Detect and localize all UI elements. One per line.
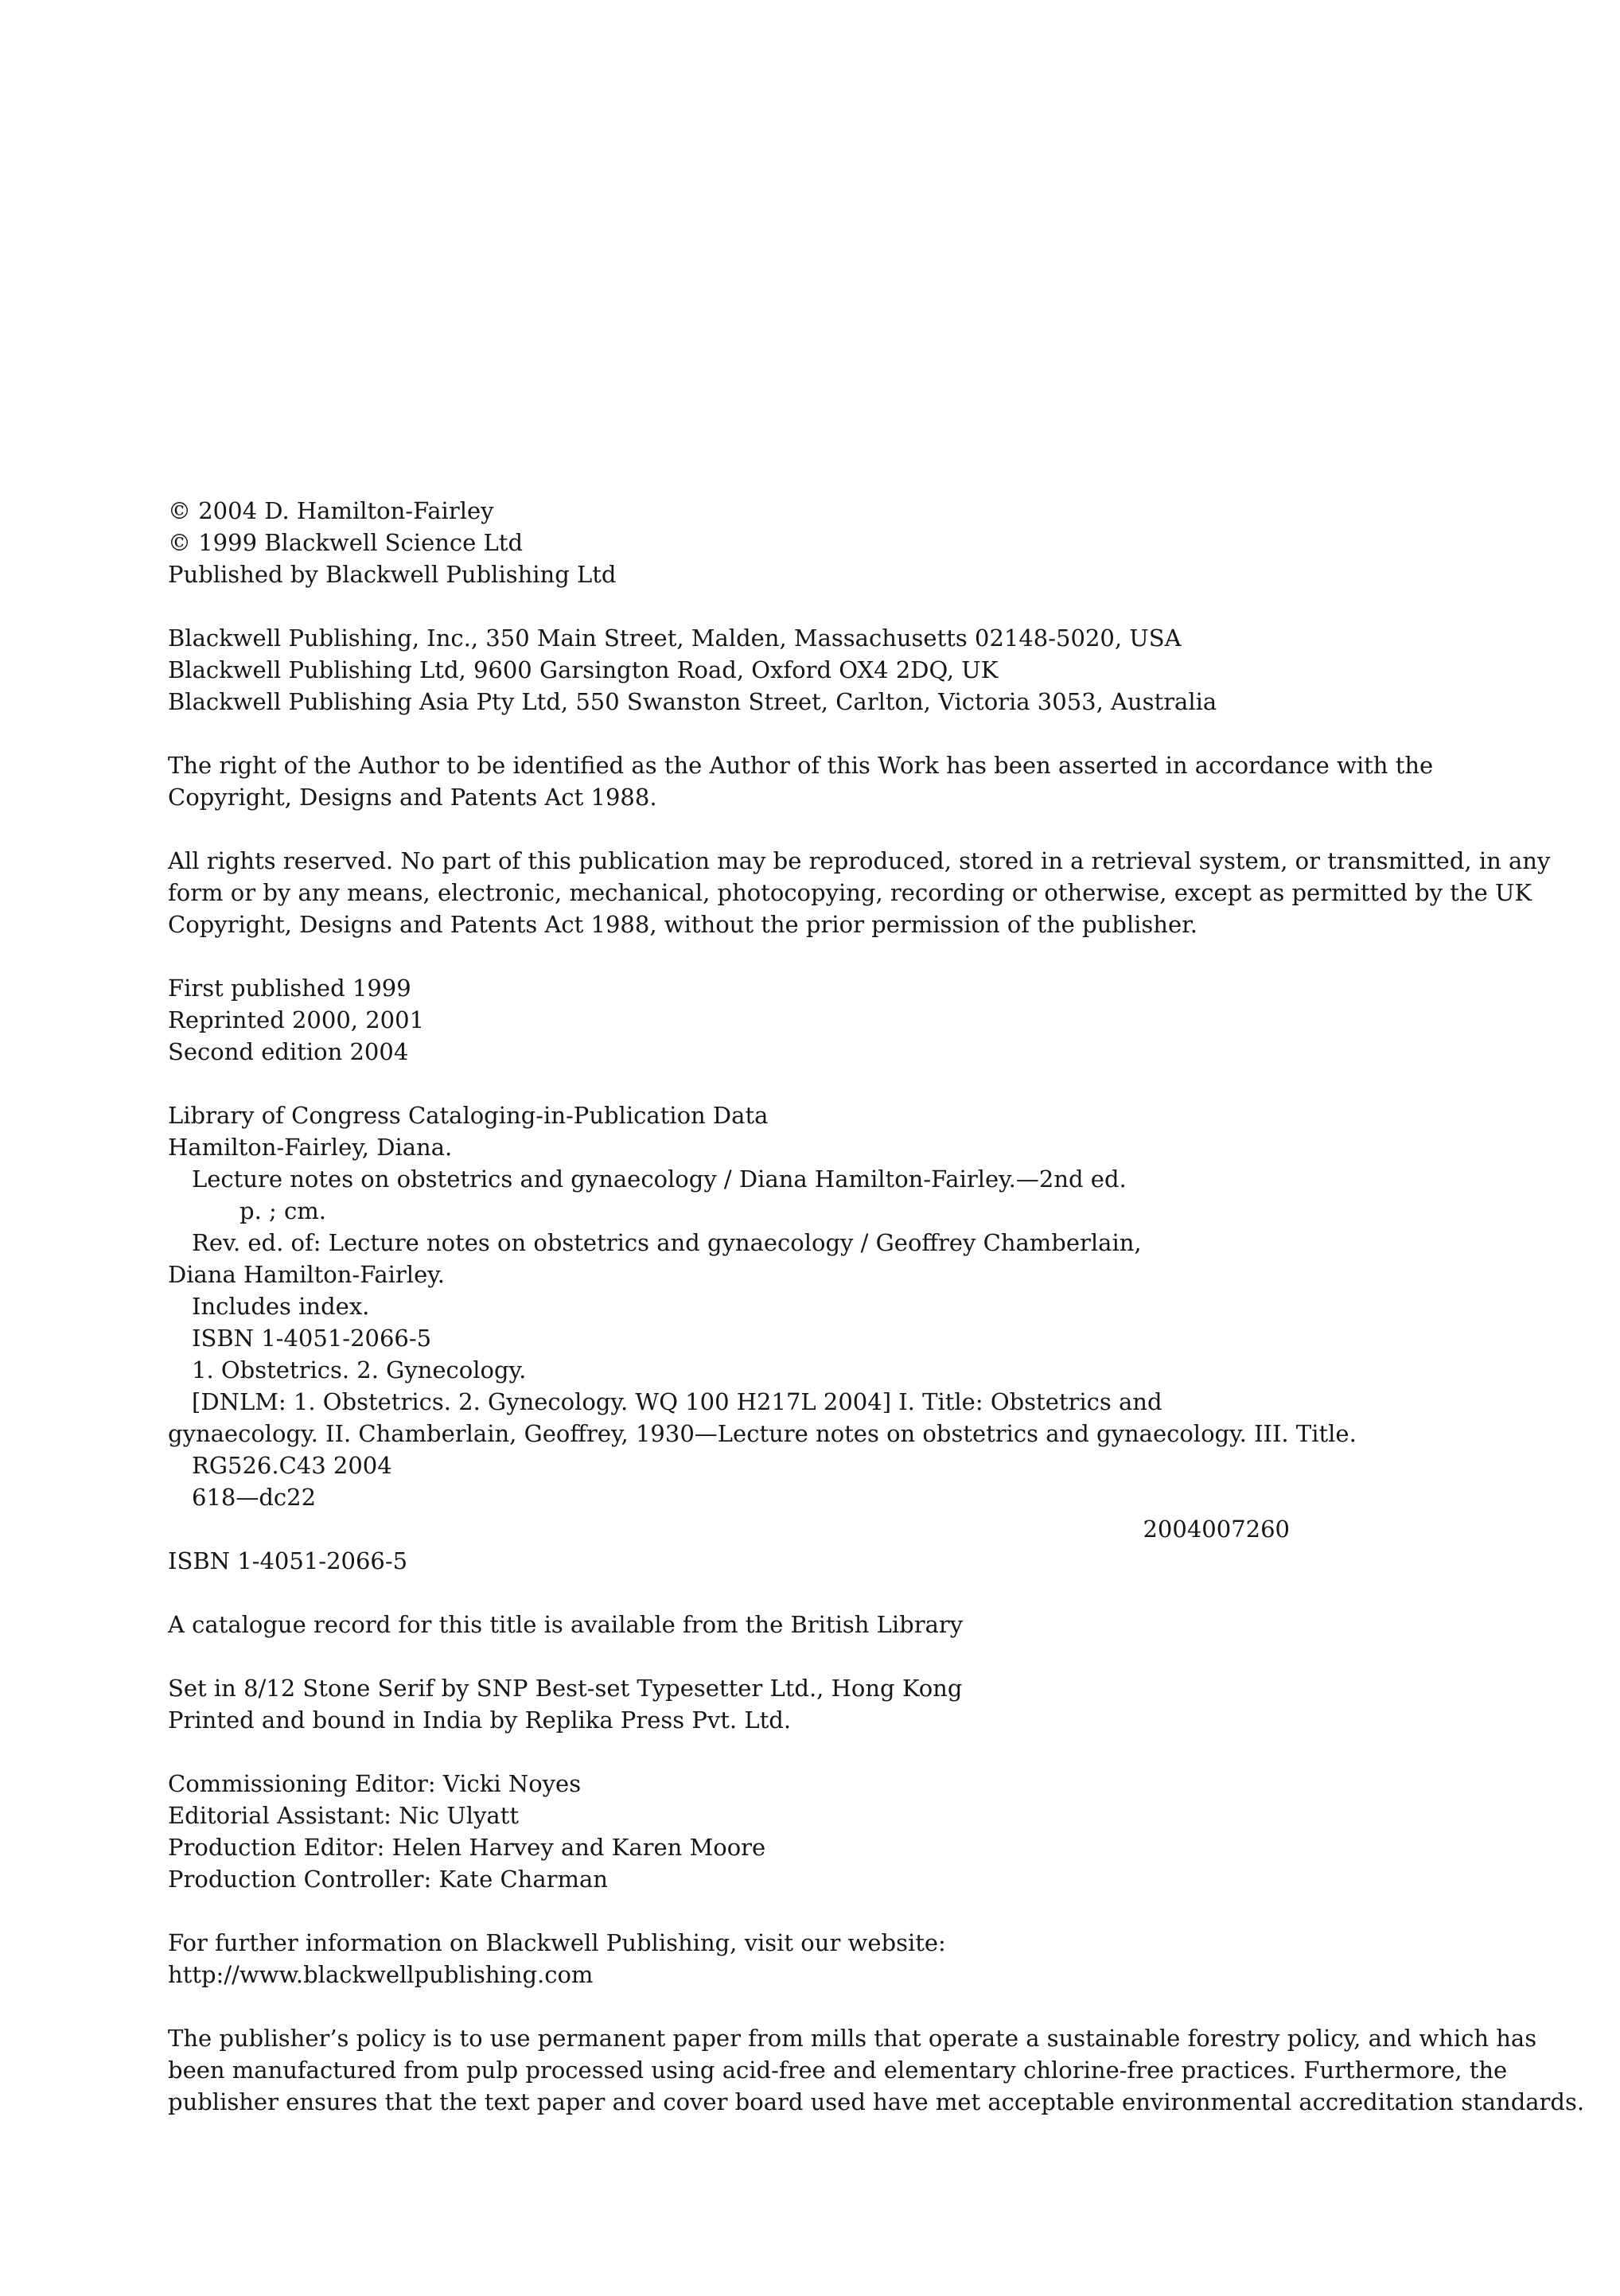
- all-rights-line: form or by any means, electronic, mechanical, photocopying, recording or otherwise, except as permitted by the UK: [168, 879, 1532, 906]
- copyright-text-block: [168, 495, 1585, 2118]
- cip-author: Hamilton-Fairley, Diana.: [168, 1134, 453, 1161]
- author-rights-line: Copyright, Designs and Patents Act 1988.: [168, 784, 657, 811]
- cip-classification: RG526.C43 2004: [192, 1452, 392, 1479]
- author-rights-line: The right of the Author to be identified as the Author of this Work has been asserted in accordance with the: [168, 752, 1434, 779]
- cip-subjects: 1. Obstetrics. 2. Gynecology.: [192, 1356, 527, 1383]
- copyright-line: © 1999 Blackwell Science Ltd: [168, 529, 524, 556]
- editor-line: Production Editor: Helen Harvey and Karen Moore: [168, 1834, 766, 1861]
- address-line: Blackwell Publishing Asia Pty Ltd, 550 Swanston Street, Carlton, Victoria 3053, Australia: [168, 688, 1217, 715]
- website-url: http://www.blackwellpublishing.com: [168, 1961, 594, 1988]
- production-line: Set in 8/12 Stone Serif by SNP Best-set Typesetter Ltd., Hong Kong: [168, 1675, 963, 1702]
- cip-pcm: p. ; cm.: [239, 1197, 326, 1224]
- address-line: Blackwell Publishing, Inc., 350 Main Street, Malden, Massachusetts 02148-5020, USA: [168, 625, 1182, 652]
- cip-dewey: 618—dc22: [192, 1484, 317, 1511]
- cip-lccn: 2004007260: [1143, 1516, 1290, 1543]
- cip-index: Includes index.: [192, 1293, 370, 1320]
- all-rights-line: Copyright, Designs and Patents Act 1988, without the prior permission of the publisher.: [168, 911, 1198, 938]
- website-intro: For further information on Blackwell Publishing, visit our website:: [168, 1929, 946, 1956]
- cip-isbn: ISBN 1-4051-2066-5: [192, 1325, 432, 1352]
- cip-revision: Diana Hamilton-Fairley.: [168, 1261, 445, 1288]
- copyright-line: © 2004 D. Hamilton-Fairley: [168, 497, 494, 524]
- cip-dnlm: gynaecology. II. Chamberlain, Geoffrey, 1930—Lecture notes on obstetrics and gynaecology. III. Title.: [168, 1420, 1357, 1447]
- edition-line: Reprinted 2000, 2001: [168, 1006, 425, 1033]
- policy-line: The publisher’s policy is to use permanent paper from mills that operate a sustainable forestry policy, and which has: [168, 2025, 1537, 2052]
- production-line: Printed and bound in India by Replika Press Pvt. Ltd.: [168, 1706, 792, 1734]
- cip-dnlm: [DNLM: 1. Obstetrics. 2. Gynecology. WQ 100 H217L 2004] I. Title: Obstetrics and: [192, 1388, 1162, 1415]
- policy-line: publisher ensures that the text paper and cover board used have met acceptable environmental accreditation standards.: [168, 2088, 1585, 2115]
- editor-line: Production Controller: Kate Charman: [168, 1866, 608, 1893]
- address-line: Blackwell Publishing Ltd, 9600 Garsington Road, Oxford OX4 2DQ, UK: [168, 656, 999, 683]
- cip-revision: Rev. ed. of: Lecture notes on obstetrics and gynaecology / Geoffrey Chamberlain,: [192, 1229, 1142, 1256]
- isbn-line: ISBN 1-4051-2066-5: [168, 1547, 408, 1574]
- edition-line: First published 1999: [168, 975, 411, 1002]
- edition-line: Second edition 2004: [168, 1038, 409, 1065]
- publisher-line: Published by Blackwell Publishing Ltd: [168, 561, 617, 588]
- editor-line: Commissioning Editor: Vicki Noyes: [168, 1770, 582, 1797]
- policy-line: been manufactured from pulp processed using acid-free and elementary chlorine-free practices. Furthermore, the: [168, 2057, 1508, 2084]
- editor-line: Editorial Assistant: Nic Ulyatt: [168, 1802, 519, 1829]
- cip-title: Lecture notes on obstetrics and gynaecology / Diana Hamilton-Fairley.—2nd ed.: [192, 1166, 1127, 1193]
- all-rights-line: All rights reserved. No part of this publication may be reproduced, stored in a retrieval system, or transmitted, in any: [168, 847, 1551, 874]
- cip-heading: Library of Congress Cataloging-in-Publication Data: [168, 1102, 769, 1129]
- british-library-line: A catalogue record for this title is available from the British Library: [168, 1611, 964, 1638]
